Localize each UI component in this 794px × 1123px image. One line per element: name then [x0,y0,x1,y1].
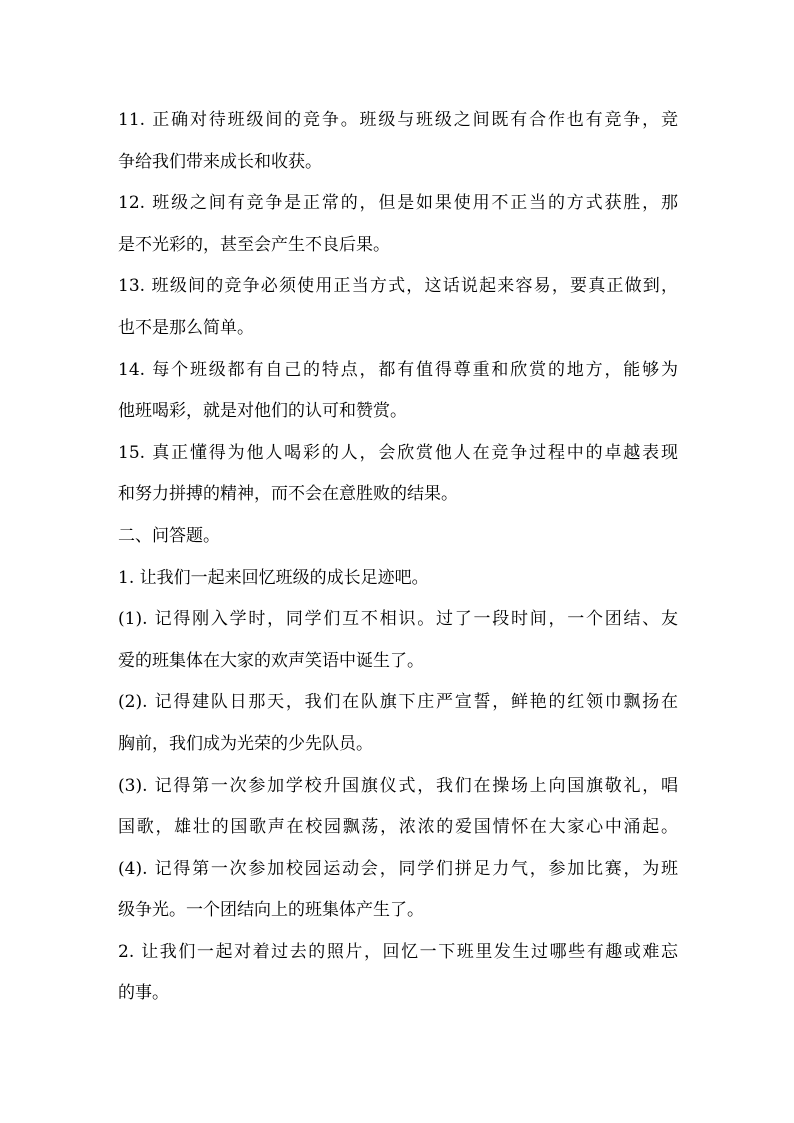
text-line: 是不光彩的，甚至会产生不良后果。 [118,234,390,255]
text-line: 的事。 [118,983,169,1004]
text-line: (4). 记得第一次参加校园运动会，同学们拼足力气，参加比赛，为班 [118,858,678,879]
text-line: 14. 每个班级都有自己的特点，都有值得尊重和欣赏的地方，能够为 [118,359,678,380]
text-line: 1. 让我们一起来回忆班级的成长足迹吧。 [118,567,429,588]
text-line: 级争光。一个团结向上的班集体产生了。 [118,900,424,921]
text-line: 胸前，我们成为光荣的少先队员。 [118,733,373,754]
text-line: (1). 记得刚入学时，同学们互不相识。过了一段时间，一个团结、友 [118,609,678,630]
text-line: (2). 记得建队日那天，我们在队旗下庄严宣誓，鲜艳的红领巾飘扬在 [118,692,678,713]
text-line: 也不是那么简单。 [118,317,254,338]
text-line: 15. 真正懂得为他人喝彩的人，会欣赏他人在竞争过程中的卓越表现 [118,442,678,463]
text-line: 爱的班集体在大家的欢声笑语中诞生了。 [118,650,424,671]
text-line: 12. 班级之间有竞争是正常的，但是如果使用不正当的方式获胜，那 [118,193,678,214]
text-line: 他班喝彩，就是对他们的认可和赞赏。 [118,401,407,422]
text-line: 11. 正确对待班级间的竞争。班级与班级之间既有合作也有竞争，竞 [118,110,678,130]
document-body [118,100,678,1015]
text-line: 二、问答题。 [118,525,220,546]
text-line: 2. 让我们一起对着过去的照片，回忆一下班里发生过哪些有趣或难忘 [118,941,678,962]
text-line: (3). 记得第一次参加学校升国旗仪式，我们在操场上向国旗敬礼，唱 [118,775,678,796]
text-line: 和努力拼搏的精神，而不会在意胜败的结果。 [118,484,458,505]
text-line: 13. 班级间的竞争必须使用正当方式，这话说起来容易，要真正做到， [118,276,678,297]
text-line: 争给我们带来成长和收获。 [118,151,322,172]
text-line: 国歌，雄壮的国歌声在校园飘荡，浓浓的爱国情怀在大家心中涌起。 [118,817,678,838]
